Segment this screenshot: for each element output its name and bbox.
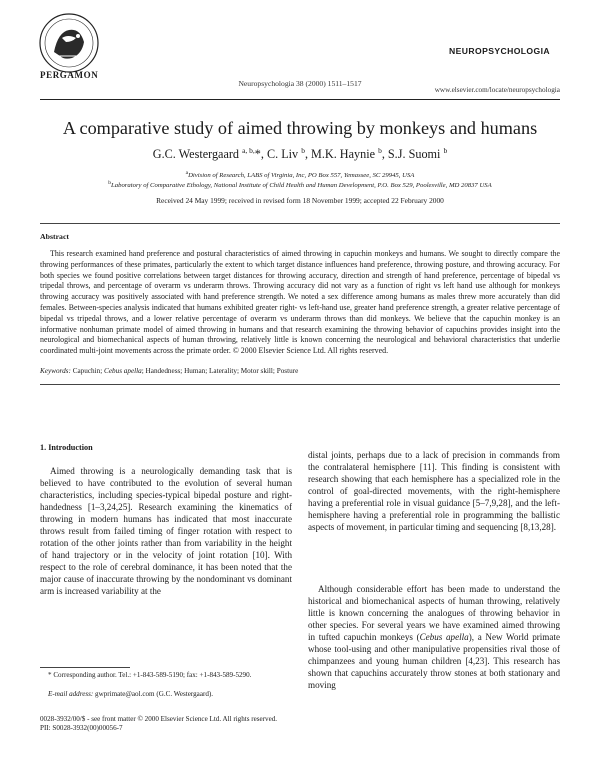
keywords-label: Keywords:	[40, 367, 71, 375]
corresponding-author-footnote: * Corresponding author. Tel.: +1-843-589-5190; fax: +1-843-589-5290.	[48, 671, 252, 679]
author-affiliation-mark: b	[378, 146, 382, 155]
author-affiliation-mark: a, b,	[242, 146, 255, 155]
affiliation-mark: b	[108, 180, 112, 186]
pii-line: PII: S0028-3932(00)00056-7	[40, 724, 123, 732]
article-title: A comparative study of aimed throwing by monkeys and humans	[62, 118, 538, 138]
journal-url: www.elsevier.com/locate/neuropsychologia	[434, 86, 560, 94]
intro-text: ), a New World primate whose tool-using and other manipulative propensities rival those of chimpanzees and young human children [4,23]. This research has shown that capuchins accurately throw stones at both stationary and moving	[308, 632, 560, 691]
publisher-logo-icon	[38, 12, 100, 74]
author-name: G.C. Westergaard	[152, 147, 240, 162]
intro-paragraph-1-continued: distal joints, perhaps due to a lack of precision in commands from the contralateral hemisphere [11]. This finding is consistent with research showing that each hemisphere has a specialized role in the control of goal-directed movements, with the right-hemisphere having a preferential role in visual guidance [5–7,9,28], and the left-hemisphere having a preferential role in programming the ballistic aspects of movement, in particular timing and sequencing [8,13,28].	[308, 450, 560, 533]
keywords-part: ; Handedness; Human; Laterality; Motor skill; Posture	[141, 367, 299, 375]
keywords-species: Cebus apella	[104, 367, 142, 375]
email-address: gwprimate@aol.com (G.C. Westergaard).	[93, 690, 214, 698]
issn-line: 0028-3932/00/$ - see front matter © 2000 Elsevier Science Ltd. All rights reserved.	[40, 715, 278, 723]
abstract-top-rule	[40, 223, 560, 224]
author-name: C. Liv	[266, 147, 299, 162]
corresponding-author-mark: *	[254, 147, 261, 162]
section-heading: 1. Introduction	[40, 443, 93, 452]
affiliation-text: Laboratory of Comparative Ethology, National Institute of Child Health and Human Development, P.O. Box 529, Poolesville, MD 20837 USA	[111, 182, 492, 190]
publisher-name: PERGAMON	[40, 70, 99, 80]
author-name: M.K. Haynie	[311, 147, 376, 162]
journal-name: NEUROPSYCHOLOGIA	[449, 46, 550, 56]
abstract-bottom-rule	[40, 384, 560, 385]
species-name: Cebus apella	[419, 632, 469, 643]
author-list: G.C. Westergaard $^{a, b,}$*, C. Liv $^b$, M.K. Haynie $^b$, S.J. Suomi $^b$	[152, 146, 448, 162]
header-divider	[40, 99, 560, 100]
journal-citation: Neuropsychologia 38 (2000) 1511–1517	[238, 79, 362, 88]
affiliation-b	[0, 180, 600, 189]
intro-text: Although considerable effort has been made to understand the historical and biomechanical aspects of human throwing, relatively little is known concerning the analogues of throwing behavior in other species. For several years we have examined aimed throwing in tufted capuchin monkeys (	[308, 584, 560, 643]
footnote-rule	[40, 667, 130, 668]
affiliation-text: Division of Research, LABS of Virginia, Inc, PO Box 557, Yemassee, SC 29945, USA	[188, 172, 415, 180]
author-name: S.J. Suomi	[387, 147, 441, 162]
keywords-part: Capuchin;	[72, 367, 103, 375]
affiliation-mark: a	[185, 170, 189, 176]
intro-paragraph-1: Aimed throwing is a neurologically demanding task that is believed to have contributed to the evolution of several human characteristics, including species-typical bipedal posture and right-handedness [1–3,24,25]. Research examining the kinematics of throwing in modern humans has indicated that most inaccurate throws result from failed timing of finger rotation with respect to rotation of the other joints rather than from variability in the height of hand trajectory or in the velocity of joint rotation [10]. With respect to the role of cerebral dominance, it has been noted that the major cause of inaccurate throwing by the nondominant vs dominant arm is increased variability at the	[40, 466, 292, 597]
email-label: E-mail address:	[48, 690, 94, 698]
email-footnote	[40, 690, 292, 700]
received-dates: Received 24 May 1999; received in revised form 18 November 1999; accepted 22 February 2000	[156, 196, 444, 205]
keywords	[40, 367, 298, 375]
intro-paragraph-2	[308, 583, 560, 691]
author-affiliation-mark: b	[443, 146, 448, 155]
author-affiliation-mark: b	[301, 146, 305, 155]
abstract-heading: Abstract	[40, 232, 70, 241]
abstract-body: This research examined hand preference and postural characteristics of aimed throwing in capuchin monkeys and humans. We sought to directly compare the throwing performances of these primates, particularly the extent to which target distance influences hand preference, throwing posture, and throwing accuracy. For both species we found positive correlations between target distances for throwing accuracy, direction and strength of hand preference, percentage of bipedal vs tripedal throws, and percentage of overarm vs underarm throws. Throwing accuracy did not vary as a function of right vs left hand use although for monkeys throwing accuracy was positively associated with hand preference strength. We noted a sex difference among humans as males threw more accurately than did females. Between-species analysis indicated that humans exhibited greater right- vs left-hand use, greater hand preference strength, a greater relative percentage of bipedal vs tripedal throws, and a lower relative percentage of overarm vs underarm throws than did monkeys. We believe that the capuchin monkey is an informative nonhuman primate model of aimed throwing in humans and that research examining the throwing behavior of capuchins provides insight into the neurological and biomechanical aspects of human throwing, relatively little is known concerning the neurological and behavioral characteristics that underlie coordinated multi-joint movements across the primate order. © 2000 Elsevier Science Ltd. All rights reserved.	[40, 249, 560, 356]
affiliation-a	[0, 170, 600, 179]
